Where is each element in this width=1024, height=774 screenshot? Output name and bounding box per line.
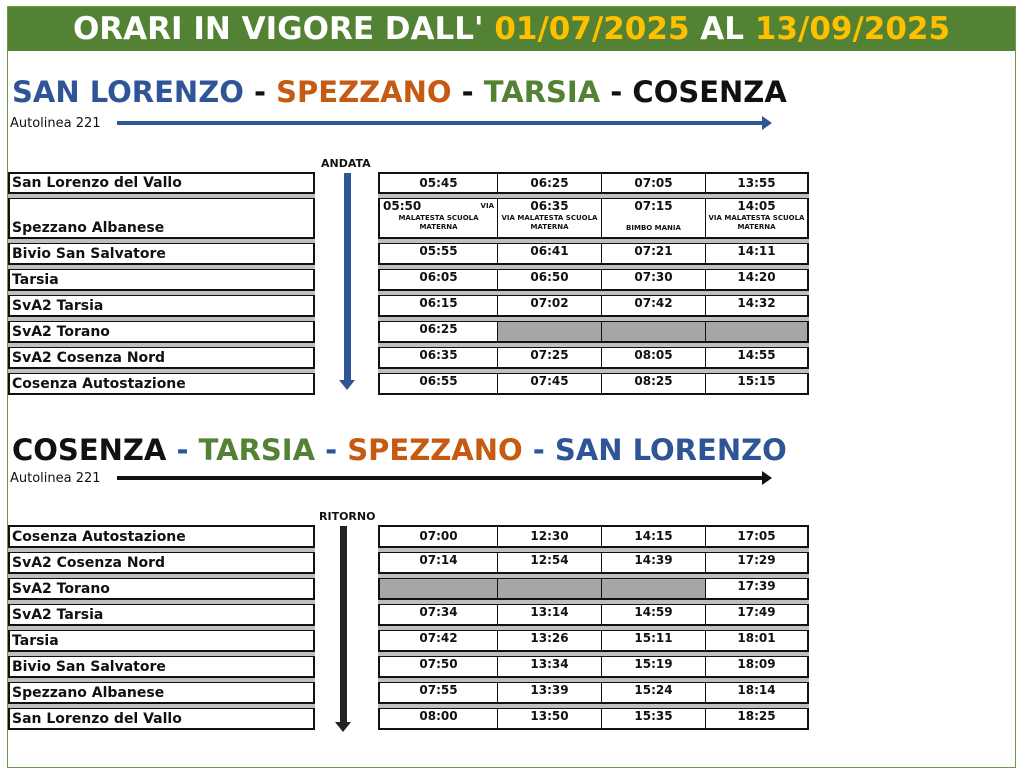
time-row: [378, 600, 809, 626]
stop-name: Cosenza Autostazione: [8, 369, 315, 395]
time-row: [378, 291, 809, 317]
departure-time-cell: [602, 291, 706, 315]
time-row: [378, 343, 809, 369]
departure-time: 08:05: [634, 348, 673, 362]
route-title-segment: TARSIA: [483, 75, 601, 109]
time-row: [378, 652, 809, 678]
departure-time: 18:14: [737, 683, 776, 697]
departure-time-cell: [706, 548, 807, 572]
route-title-segment: COSENZA: [632, 75, 787, 109]
stop-name: SvA2 Tarsia: [8, 600, 315, 626]
banner-date-to: 13/09/2025: [754, 11, 951, 47]
banner-date-from: 01/07/2025: [494, 11, 690, 47]
departure-time-cell: [498, 174, 602, 192]
departure-time: 06:35: [419, 348, 458, 362]
departure-time: 17:39: [737, 579, 776, 593]
departure-time-cell: [602, 265, 706, 289]
stop-name: SvA2 Torano: [8, 574, 315, 600]
departure-time-cell: [380, 678, 498, 702]
departure-time: 06:41: [530, 244, 569, 258]
departure-note: MALATESTA SCUOLA MATERNA: [398, 214, 479, 231]
departure-time: 14:59: [634, 605, 673, 619]
departure-time-cell: [498, 343, 602, 367]
departure-time-cell: [498, 548, 602, 572]
departure-time-cell: [706, 369, 807, 393]
departure-time: 05:50: [383, 199, 422, 213]
route-title-segment: -: [451, 75, 484, 109]
departure-time-cell: [380, 527, 498, 546]
departure-time-cell: [602, 194, 706, 237]
departure-time-cell: [380, 194, 498, 237]
no-service-cell: [706, 317, 807, 341]
stop-name: SvA2 Torano: [8, 317, 315, 343]
outbound-stops-table: [8, 172, 315, 395]
departure-time: 06:50: [530, 270, 569, 284]
departure-time-cell: [706, 574, 807, 598]
departure-time: 07:21: [634, 244, 673, 258]
departure-time-cell: [380, 343, 498, 367]
validity-banner: [8, 7, 1015, 51]
departure-time: 07:15: [634, 199, 673, 213]
route-title-segment: -: [166, 433, 199, 467]
departure-time-cell: [706, 194, 807, 237]
departure-time-cell: [498, 239, 602, 263]
route-title-segment: COSENZA: [12, 433, 167, 467]
departure-time-cell: [498, 369, 602, 393]
time-row: [378, 174, 809, 194]
departure-time: 07:55: [419, 683, 458, 697]
time-row: [378, 704, 809, 730]
departure-time-cell: [380, 600, 498, 624]
departure-time: 07:42: [634, 296, 673, 310]
departure-time: 15:11: [634, 631, 673, 645]
no-service-cell: [602, 574, 706, 598]
stop-name: Spezzano Albanese: [8, 678, 315, 704]
departure-time: 13:14: [530, 605, 569, 619]
departure-time-cell: [706, 600, 807, 624]
departure-time: 06:35: [530, 199, 569, 213]
time-row: [378, 317, 809, 343]
route-title-segment: -: [522, 433, 555, 467]
time-row: [378, 527, 809, 548]
route-title-segment: -: [600, 75, 633, 109]
time-row: [378, 548, 809, 574]
departure-time-cell: [602, 239, 706, 263]
return-times-table: [378, 525, 809, 730]
return-direction-label: RITORNO: [319, 510, 376, 523]
no-service-cell: [498, 317, 602, 341]
departure-time-cell: [380, 174, 498, 192]
departure-note: VIA MALATESTA SCUOLA MATERNA: [501, 214, 598, 231]
departure-time: 07:14: [419, 553, 458, 567]
stop-name: Tarsia: [8, 626, 315, 652]
departure-time-cell: [706, 265, 807, 289]
stop-name: Tarsia: [8, 265, 315, 291]
stop-name: Bivio San Salvatore: [8, 652, 315, 678]
time-row: [378, 626, 809, 652]
departure-time: 13:50: [530, 709, 569, 723]
departure-time: 05:45: [419, 176, 458, 190]
departure-time: 06:25: [419, 322, 458, 336]
departure-time-cell: [380, 265, 498, 289]
departure-time: 14:20: [737, 270, 776, 284]
departure-time: 17:29: [737, 553, 776, 567]
stop-name: Spezzano Albanese: [8, 194, 315, 239]
outbound-direction-arrow: [117, 121, 762, 125]
departure-time: 13:39: [530, 683, 569, 697]
time-row: [378, 239, 809, 265]
stop-name: San Lorenzo del Vallo: [8, 704, 315, 730]
departure-time: 06:05: [419, 270, 458, 284]
departure-time: 14:15: [634, 529, 673, 543]
departure-time: 15:35: [634, 709, 673, 723]
departure-via: VIA: [480, 202, 494, 210]
departure-time-cell: [706, 704, 807, 728]
departure-time: 15:24: [634, 683, 673, 697]
outbound-route-title: [12, 76, 787, 108]
departure-time-cell: [706, 174, 807, 192]
departure-time: 07:34: [419, 605, 458, 619]
departure-time: 14:55: [737, 348, 776, 362]
stop-name: San Lorenzo del Vallo: [8, 174, 315, 194]
route-title-segment: SPEZZANO: [276, 75, 452, 109]
time-row: [378, 194, 809, 239]
departure-time-cell: [498, 626, 602, 650]
departure-time: 06:15: [419, 296, 458, 310]
departure-time-cell: [498, 194, 602, 237]
departure-time: 18:25: [737, 709, 776, 723]
departure-time: 14:05: [737, 199, 776, 213]
departure-time: 13:34: [530, 657, 569, 671]
departure-time: 07:02: [530, 296, 569, 310]
stop-name: SvA2 Cosenza Nord: [8, 548, 315, 574]
return-route-title: [12, 434, 787, 466]
departure-time: 05:55: [419, 244, 458, 258]
departure-time-cell: [380, 317, 498, 341]
route-title-segment: SAN LORENZO: [554, 433, 787, 467]
departure-note: BIMBO MANIA: [626, 224, 681, 232]
departure-time-cell: [706, 678, 807, 702]
departure-time-cell: [602, 678, 706, 702]
banner-prefix: ORARI IN VIGORE DALL': [72, 11, 495, 47]
departure-time: 06:25: [530, 176, 569, 190]
return-stops-table: [8, 525, 315, 730]
stop-name: Cosenza Autostazione: [8, 527, 315, 548]
departure-time: 15:15: [737, 374, 776, 388]
departure-time: 08:00: [419, 709, 458, 723]
departure-time: 07:25: [530, 348, 569, 362]
departure-time-cell: [498, 678, 602, 702]
departure-time-cell: [602, 626, 706, 650]
stop-name: SvA2 Cosenza Nord: [8, 343, 315, 369]
stop-name: Bivio San Salvatore: [8, 239, 315, 265]
departure-time-cell: [602, 174, 706, 192]
departure-time-cell: [380, 704, 498, 728]
return-line-label: Autolinea 221: [10, 471, 101, 486]
departure-time-cell: [380, 291, 498, 315]
departure-time-cell: [498, 291, 602, 315]
route-title-segment: SPEZZANO: [347, 433, 523, 467]
return-direction-arrow: [117, 476, 762, 480]
departure-time: 15:19: [634, 657, 673, 671]
departure-time: 13:26: [530, 631, 569, 645]
departure-time-cell: [706, 652, 807, 676]
departure-time: 14:11: [737, 244, 776, 258]
departure-time: 08:25: [634, 374, 673, 388]
departure-time-cell: [602, 548, 706, 572]
departure-time-cell: [602, 527, 706, 546]
stop-name: SvA2 Tarsia: [8, 291, 315, 317]
departure-time-cell: [380, 239, 498, 263]
route-title-segment: -: [315, 433, 348, 467]
departure-time-cell: [706, 239, 807, 263]
time-row: [378, 574, 809, 600]
banner-mid: AL: [689, 11, 755, 47]
departure-time-cell: [498, 652, 602, 676]
departure-time-cell: [498, 704, 602, 728]
time-row: [378, 369, 809, 395]
departure-time-cell: [602, 652, 706, 676]
departure-time-cell: [706, 291, 807, 315]
departure-time: 17:05: [737, 529, 776, 543]
departure-time-cell: [602, 704, 706, 728]
departure-time-cell: [602, 343, 706, 367]
departure-time: 07:30: [634, 270, 673, 284]
departure-time: 13:55: [737, 176, 776, 190]
departure-time: 07:50: [419, 657, 458, 671]
departure-time: 12:54: [530, 553, 569, 567]
route-title-segment: -: [243, 75, 277, 109]
departure-time-cell: [498, 265, 602, 289]
outbound-line-label: Autolinea 221: [10, 116, 101, 131]
departure-time-cell: [706, 343, 807, 367]
departure-time-cell: [602, 600, 706, 624]
outbound-direction-label: ANDATA: [321, 157, 371, 170]
departure-time: 12:30: [530, 529, 569, 543]
departure-time-cell: [498, 527, 602, 546]
departure-time: 18:09: [737, 657, 776, 671]
outbound-times-table: [378, 172, 809, 395]
departure-time: 07:45: [530, 374, 569, 388]
departure-time: 07:05: [634, 176, 673, 190]
departure-time: 07:42: [419, 631, 458, 645]
departure-note: VIA MALATESTA SCUOLA MATERNA: [708, 214, 805, 231]
return-down-arrow: [340, 526, 347, 722]
departure-time-cell: [380, 548, 498, 572]
departure-time: 06:55: [419, 374, 458, 388]
departure-time: 17:49: [737, 605, 776, 619]
no-service-cell: [602, 317, 706, 341]
departure-time-cell: [380, 626, 498, 650]
route-title-segment: TARSIA: [198, 433, 316, 467]
departure-time: 07:00: [419, 529, 458, 543]
departure-time: 14:32: [737, 296, 776, 310]
time-row: [378, 265, 809, 291]
departure-time-cell: [706, 626, 807, 650]
departure-time: 18:01: [737, 631, 776, 645]
no-service-cell: [380, 574, 498, 598]
departure-time-cell: [380, 369, 498, 393]
time-row: [378, 678, 809, 704]
departure-time-cell: [706, 527, 807, 546]
departure-time-cell: [498, 600, 602, 624]
departure-time: 14:39: [634, 553, 673, 567]
route-title-segment: SAN LORENZO: [12, 75, 244, 109]
departure-time-cell: [380, 652, 498, 676]
no-service-cell: [498, 574, 602, 598]
departure-time-cell: [602, 369, 706, 393]
outbound-down-arrow: [344, 173, 351, 380]
